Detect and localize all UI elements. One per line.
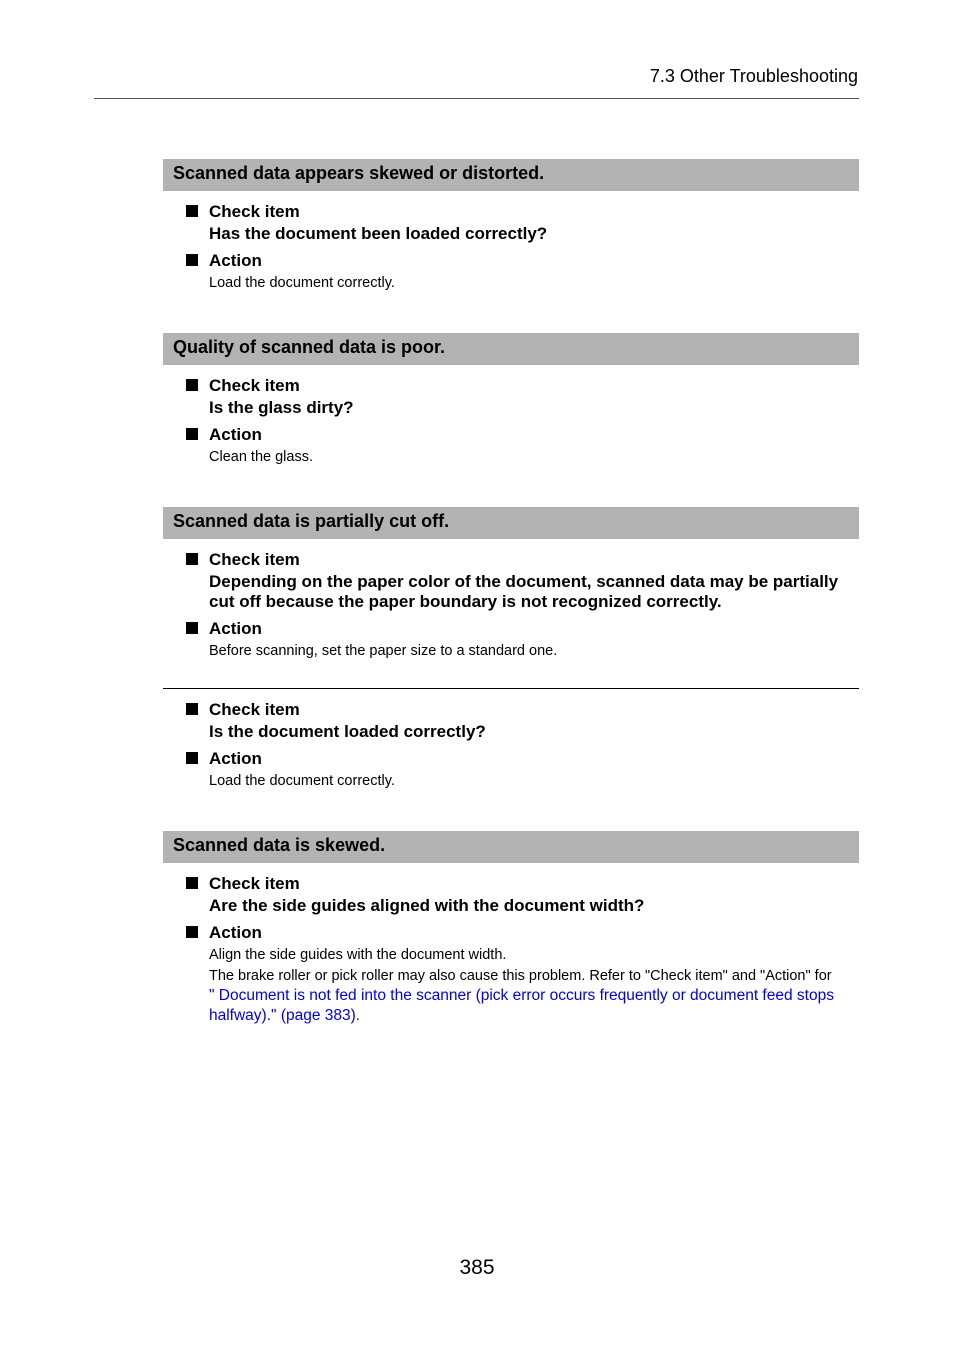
action-row: [163, 922, 859, 944]
action-row: [163, 250, 859, 272]
square-bullet-icon: [186, 752, 198, 764]
square-bullet-icon: [186, 622, 198, 634]
check-item-label: Check item: [209, 700, 300, 719]
check-item-question: Has the document been loaded correctly?: [209, 224, 548, 243]
section-title: Scanned data is partially cut off.: [163, 507, 859, 539]
action-label: Action: [209, 425, 262, 444]
check-item-row: [163, 699, 859, 721]
cross-reference-link[interactable]: " Document is not fed into the scanner (pick error occurs frequently or document feed stops halfway)." (page 383): [209, 987, 834, 1024]
action-text: Before scanning, set the paper size to a standard one.: [209, 643, 558, 659]
section-title: Quality of scanned data is poor.: [163, 333, 859, 365]
check-entry: [163, 191, 859, 293]
action-label: Action: [209, 619, 262, 638]
section-skewed: [163, 831, 859, 1026]
check-item-label: Check item: [209, 550, 300, 569]
action-label: Action: [209, 923, 262, 942]
action-note: [163, 967, 859, 1026]
check-entry: [163, 688, 859, 791]
action-note-text: The brake roller or pick roller may also cause this problem. Refer to "Check item" and "Action" for: [209, 968, 832, 984]
square-bullet-icon: [186, 428, 198, 440]
link-suffix: .: [355, 1008, 360, 1024]
check-item-question: Depending on the paper color of the document, scanned data may be partially cut off because the paper boundary is not recognized correctly.: [209, 572, 839, 611]
action-text: Align the side guides with the document width.: [209, 947, 507, 963]
check-item-question: Is the glass dirty?: [209, 398, 354, 417]
section-quality-poor: [163, 333, 859, 467]
check-item-label: Check item: [209, 202, 300, 221]
check-item-label: Check item: [209, 874, 300, 893]
action-label: Action: [209, 749, 262, 768]
running-header-title: 7.3 Other Troubleshooting: [649, 66, 858, 86]
section-title: Scanned data appears skewed or distorted.: [163, 159, 859, 191]
square-bullet-icon: [186, 254, 198, 266]
check-item-row: [163, 873, 859, 895]
square-bullet-icon: [186, 703, 198, 715]
check-item-question: Is the document loaded correctly?: [209, 722, 486, 741]
action-row: [163, 424, 859, 446]
troubleshooting-content: [163, 159, 859, 1066]
action-text: Clean the glass.: [209, 449, 313, 465]
check-item-question: Are the side guides aligned with the document width?: [209, 896, 645, 915]
action-text: Load the document correctly.: [209, 275, 395, 291]
action-row: [163, 618, 859, 640]
check-item-row: [163, 375, 859, 397]
square-bullet-icon: [186, 877, 198, 889]
section-title: Scanned data is skewed.: [163, 831, 859, 863]
check-entry: [163, 365, 859, 467]
header-divider: [94, 98, 859, 99]
square-bullet-icon: [186, 926, 198, 938]
section-partially-cut-off: [163, 507, 859, 791]
check-item-label: Check item: [209, 376, 300, 395]
action-label: Action: [209, 251, 262, 270]
section-skewed-or-distorted: [163, 159, 859, 293]
check-item-row: [163, 549, 859, 571]
check-item-row: [163, 201, 859, 223]
square-bullet-icon: [186, 379, 198, 391]
check-entry: [163, 863, 859, 1026]
square-bullet-icon: [186, 553, 198, 565]
check-entry: [163, 539, 859, 661]
action-text: Load the document correctly.: [209, 773, 395, 789]
page-number: 385: [459, 1256, 495, 1279]
square-bullet-icon: [186, 205, 198, 217]
action-row: [163, 748, 859, 770]
